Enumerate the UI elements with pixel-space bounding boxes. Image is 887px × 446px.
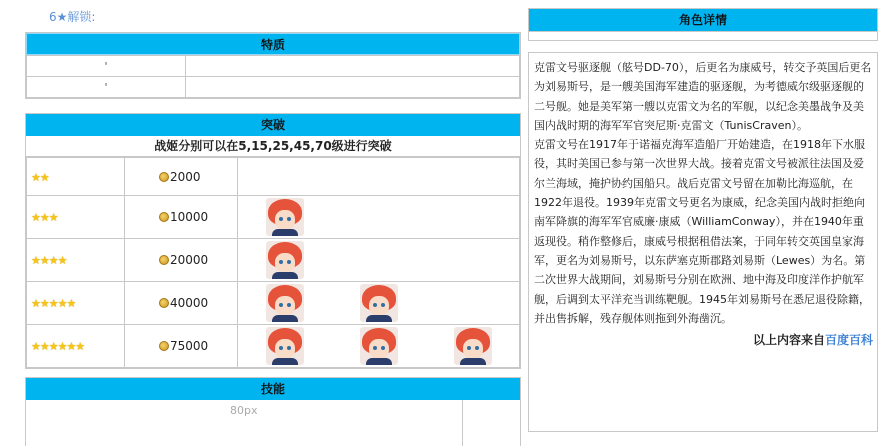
cost-value: 75000: [170, 339, 209, 353]
table-row: [27, 239, 520, 282]
unlock-label: 6★解锁:: [49, 10, 96, 24]
stars-cell: [27, 196, 125, 239]
avatar-cell: [238, 282, 520, 325]
character-avatar: [266, 284, 304, 322]
star-rating: ★★★★★★: [31, 340, 85, 353]
skill-image-placeholder: 80px: [230, 404, 258, 417]
character-avatar: [454, 327, 492, 365]
table-row: [27, 56, 520, 77]
trait-cell: ': [27, 77, 186, 98]
baidu-baike-link[interactable]: 百度百科: [824, 333, 873, 348]
character-avatar: [360, 327, 398, 365]
left-column: [25, 0, 521, 417]
stars-cell: [27, 239, 125, 282]
star-rating: ★★★★: [31, 254, 67, 267]
detail-blank-row: [529, 31, 877, 40]
traits-table: [26, 55, 520, 98]
coin-icon: [159, 255, 169, 265]
traits-title: 特质: [26, 33, 520, 55]
avatar-cell: [238, 239, 520, 282]
table-row: [27, 158, 520, 196]
skill-row: [26, 400, 520, 446]
avatar-cell: [238, 158, 520, 196]
cost-cell: [125, 158, 238, 196]
cost-value: 20000: [170, 253, 209, 267]
skills-title: 技能: [26, 378, 520, 400]
table-row: [27, 325, 520, 368]
stars-cell: [27, 282, 125, 325]
breakthrough-section: [25, 113, 521, 369]
source-line: [534, 331, 873, 348]
stars-cell: [27, 158, 125, 196]
breakthrough-subtitle: 战姬分别可以在5,15,25,45,70级进行突破: [26, 136, 520, 157]
divider: [462, 400, 463, 446]
character-avatar: [360, 284, 398, 322]
table-row: [27, 77, 520, 98]
coin-icon: [159, 212, 169, 222]
table-row: [27, 196, 520, 239]
avatar-cell: [238, 325, 520, 368]
character-description: 克雷文号驱逐舰（舷号DD-70），后更名为康威号，转交予英国后更名为刘易斯号，是一艘美国海军建造的驱逐舰，为考德威尔级驱逐舰的二号舰。她是美军第一艘以克雷文为名的军舰，以纪念美墨战争及美国内战时期的海军军官突尼斯·克雷文（TunisCraven）。 克雷文号在1917年于诺福克海军造船厂开始建造，在1918年下水服役，其时美国已参与第一次世界大战。接着克雷文号被派往法国及爱尔兰海域，掩护协约国船只。战后克雷文号留在加勒比海巡航，在1922年退役。1939年克雷文号更名为康威，纪念美国内战时拒绝向南军降旗的海军军官威廉·康威（WilliamConway），并在1940年重返现役。稍作整修后，康威号根据租借法案，于同年转交英国皇家海军，更名为刘易斯号，以东萨塞克斯郡路刘易斯（Lewes）为名。第二次世界大战期间，刘易斯号分别在欧洲、地中海及印度洋作护航军舰，后调到太平洋充当训练靶舰。1945年刘易斯号在悉尼退役除籍，并出售拆解，残存舰体则拖到外海凿沉。: [534, 61, 872, 325]
skills-section: [25, 377, 521, 446]
cost-cell: [125, 239, 238, 282]
star-rating: ★★★★★: [31, 297, 76, 310]
character-avatar: [266, 327, 304, 365]
avatar-cell: [238, 196, 520, 239]
coin-icon: [159, 172, 169, 182]
cost-cell: [125, 196, 238, 239]
table-row: [27, 282, 520, 325]
cost-value: 10000: [170, 210, 209, 224]
coin-icon: [159, 298, 169, 308]
stars-cell: [27, 325, 125, 368]
coin-icon: [159, 341, 169, 351]
detail-header: [528, 8, 878, 41]
detail-body: [528, 52, 878, 432]
star-rating: ★★: [31, 170, 49, 184]
detail-title: 角色详情: [529, 9, 877, 31]
trait-cell: [186, 56, 520, 77]
right-column: [528, 0, 878, 432]
breakthrough-table: [26, 157, 520, 368]
character-avatar: [266, 198, 304, 236]
breakthrough-title: 突破: [26, 114, 520, 136]
character-avatar: [266, 241, 304, 279]
trait-cell: [186, 77, 520, 98]
cost-value: 40000: [170, 296, 209, 310]
trait-cell: ': [27, 56, 186, 77]
star-rating: ★★★: [31, 211, 58, 224]
source-prefix: 以上内容来自: [752, 333, 825, 348]
cost-cell: [125, 325, 238, 368]
cost-cell: [125, 282, 238, 325]
traits-section: [25, 32, 521, 99]
cost-value: 2000: [170, 169, 201, 184]
